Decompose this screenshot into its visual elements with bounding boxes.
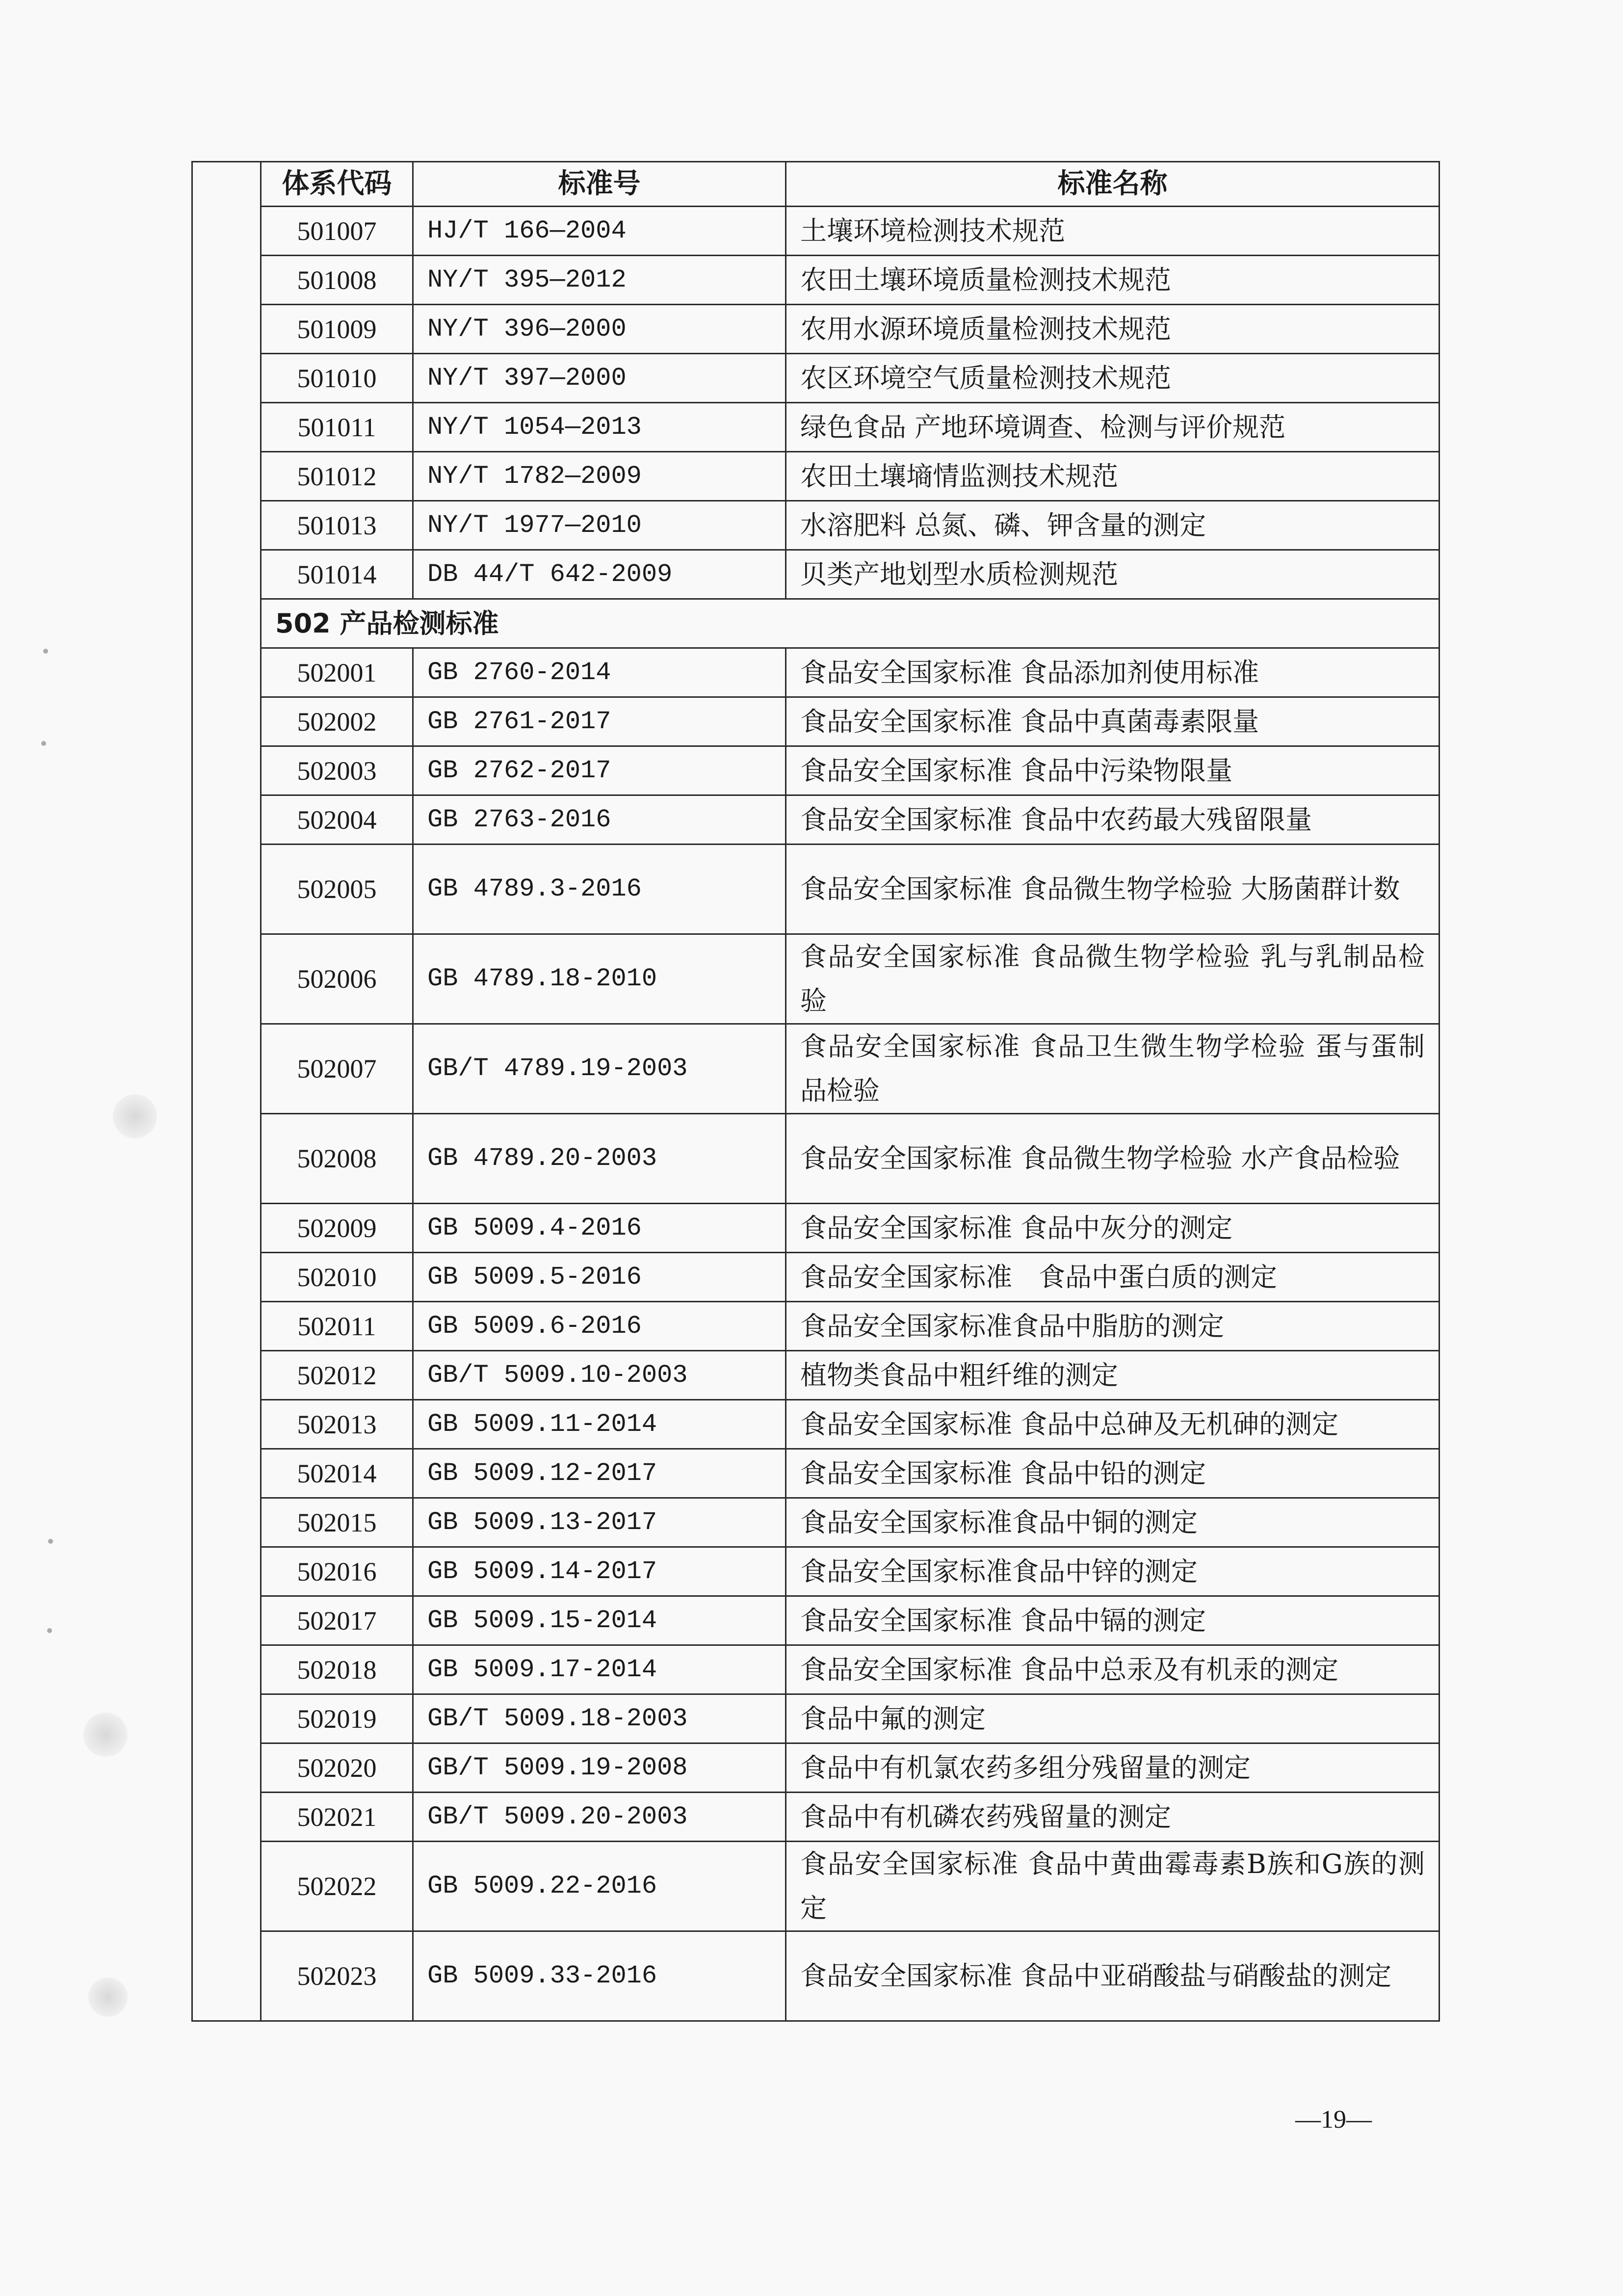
standard-number-cell: NY/T 1782—2009 — [413, 452, 786, 501]
table-row — [192, 550, 1440, 599]
scan-speck — [48, 1539, 53, 1544]
standard-number-cell: HJ/T 166—2004 — [413, 207, 786, 256]
standard-name-cell: 食品安全国家标准 食品微生物学检验 乳与乳制品检验 — [786, 934, 1440, 1024]
system-code-cell: 501010 — [261, 354, 413, 403]
system-code-cell: 502014 — [261, 1449, 413, 1498]
table-spine-column — [192, 162, 261, 2021]
standard-name-cell: 食品安全国家标准食品中脂肪的测定 — [786, 1302, 1440, 1351]
table-row — [192, 1400, 1440, 1449]
standard-name-cell: 食品安全国家标准 食品中亚硝酸盐与硝酸盐的测定 — [786, 1931, 1440, 2021]
standard-name-cell: 食品安全国家标准 食品中黄曲霉毒素B族和G族的测定 — [786, 1842, 1440, 1931]
standard-name-cell: 农用水源环境质量检测技术规范 — [786, 305, 1440, 354]
standard-number-cell: GB 2760-2014 — [413, 648, 786, 697]
scan-smudge — [83, 1713, 128, 1757]
section-row — [192, 599, 1440, 648]
system-code-cell: 502023 — [261, 1931, 413, 2021]
system-code-cell: 501011 — [261, 403, 413, 452]
standard-number-cell: GB 5009.4-2016 — [413, 1204, 786, 1253]
standard-name-cell: 食品安全国家标准 食品中铅的测定 — [786, 1449, 1440, 1498]
standard-name-cell: 食品中有机氯农药多组分残留量的测定 — [786, 1743, 1440, 1793]
system-code-cell: 502005 — [261, 845, 413, 934]
scan-speck — [41, 741, 46, 746]
scan-smudge — [113, 1094, 157, 1138]
standard-name-cell: 食品安全国家标准 食品添加剂使用标准 — [786, 648, 1440, 697]
standard-name-cell: 土壤环境检测技术规范 — [786, 207, 1440, 256]
standard-name-cell: 农区环境空气质量检测技术规范 — [786, 354, 1440, 403]
table-row — [192, 1498, 1440, 1547]
table-row — [192, 354, 1440, 403]
system-code-cell: 502001 — [261, 648, 413, 697]
system-code-cell: 501013 — [261, 501, 413, 550]
standard-number-cell: GB 5009.13-2017 — [413, 1498, 786, 1547]
system-code-cell: 502007 — [261, 1024, 413, 1114]
standard-name-cell: 食品安全国家标准 食品微生物学检验 大肠菌群计数 — [786, 845, 1440, 934]
table-row — [192, 452, 1440, 501]
table-row — [192, 1596, 1440, 1645]
table-row — [192, 1302, 1440, 1351]
standard-name-cell: 食品安全国家标准 食品中灰分的测定 — [786, 1204, 1440, 1253]
table-row — [192, 1204, 1440, 1253]
table-row — [192, 697, 1440, 746]
standards-table — [191, 161, 1440, 2022]
standard-name-cell: 贝类产地划型水质检测规范 — [786, 550, 1440, 599]
table-row — [192, 934, 1440, 1024]
standard-name-cell: 食品中氟的测定 — [786, 1694, 1440, 1743]
system-code-cell: 501014 — [261, 550, 413, 599]
standard-number-cell: NY/T 396—2000 — [413, 305, 786, 354]
system-code-cell: 502016 — [261, 1547, 413, 1596]
standard-name-cell: 农田土壤环境质量检测技术规范 — [786, 256, 1440, 305]
system-code-cell: 502009 — [261, 1204, 413, 1253]
standard-name-cell: 食品安全国家标准 食品中镉的测定 — [786, 1596, 1440, 1645]
standard-number-cell: GB/T 5009.20-2003 — [413, 1793, 786, 1842]
standard-name-cell: 食品安全国家标准 食品微生物学检验 水产食品检验 — [786, 1114, 1440, 1204]
standard-number-cell: GB 2763-2016 — [413, 795, 786, 845]
standard-number-cell: NY/T 397—2000 — [413, 354, 786, 403]
header-row — [192, 162, 1440, 207]
standard-number-cell: GB/T 5009.19-2008 — [413, 1743, 786, 1793]
standard-name-cell: 食品中有机磷农药残留量的测定 — [786, 1793, 1440, 1842]
table-row — [192, 256, 1440, 305]
standard-name-cell: 食品安全国家标准 食品中农药最大残留限量 — [786, 795, 1440, 845]
table-row — [192, 403, 1440, 452]
system-code-cell: 502015 — [261, 1498, 413, 1547]
system-code-cell: 502010 — [261, 1253, 413, 1302]
system-code-cell: 502002 — [261, 697, 413, 746]
system-code-cell: 502022 — [261, 1842, 413, 1931]
standard-number-cell: NY/T 395—2012 — [413, 256, 786, 305]
standard-number-cell: GB 2761-2017 — [413, 697, 786, 746]
table-row — [192, 501, 1440, 550]
system-code-cell: 501008 — [261, 256, 413, 305]
page-number: —19— — [1295, 2106, 1372, 2134]
system-code-cell: 501009 — [261, 305, 413, 354]
standard-number-cell: GB/T 5009.18-2003 — [413, 1694, 786, 1743]
table-row — [192, 746, 1440, 795]
table-row — [192, 207, 1440, 256]
table-row — [192, 1842, 1440, 1931]
table-row — [192, 1793, 1440, 1842]
standard-number-cell: NY/T 1977—2010 — [413, 501, 786, 550]
standard-number-cell: GB 2762-2017 — [413, 746, 786, 795]
table-row — [192, 1351, 1440, 1400]
standard-number-cell: GB 5009.11-2014 — [413, 1400, 786, 1449]
system-code-cell: 502006 — [261, 934, 413, 1024]
standard-number-cell: GB 4789.20-2003 — [413, 1114, 786, 1204]
table-row — [192, 1114, 1440, 1204]
header-standard-number: 标准号 — [413, 162, 786, 207]
system-code-cell: 502012 — [261, 1351, 413, 1400]
standard-number-cell: GB 5009.6-2016 — [413, 1302, 786, 1351]
standard-name-cell: 食品安全国家标准 食品中总砷及无机砷的测定 — [786, 1400, 1440, 1449]
standard-number-cell: GB 5009.15-2014 — [413, 1596, 786, 1645]
standard-name-cell: 食品安全国家标准食品中锌的测定 — [786, 1547, 1440, 1596]
standard-number-cell: DB 44/T 642-2009 — [413, 550, 786, 599]
table-row — [192, 1253, 1440, 1302]
system-code-cell: 502004 — [261, 795, 413, 845]
standard-name-cell: 食品安全国家标准 食品卫生微生物学检验 蛋与蛋制品检验 — [786, 1024, 1440, 1114]
system-code-cell: 502018 — [261, 1645, 413, 1694]
standard-name-cell: 食品安全国家标准食品中铜的测定 — [786, 1498, 1440, 1547]
standard-number-cell: GB/T 5009.10-2003 — [413, 1351, 786, 1400]
standard-number-cell: GB 5009.5-2016 — [413, 1253, 786, 1302]
system-code-cell: 502020 — [261, 1743, 413, 1793]
system-code-cell: 501012 — [261, 452, 413, 501]
standard-name-cell: 植物类食品中粗纤维的测定 — [786, 1351, 1440, 1400]
system-code-cell: 502013 — [261, 1400, 413, 1449]
standard-number-cell: GB/T 4789.19-2003 — [413, 1024, 786, 1114]
system-code-cell: 501007 — [261, 207, 413, 256]
standard-name-cell: 绿色食品 产地环境调查、检测与评价规范 — [786, 403, 1440, 452]
standard-name-cell: 农田土壤墒情监测技术规范 — [786, 452, 1440, 501]
table-row — [192, 845, 1440, 934]
standard-number-cell: GB 5009.12-2017 — [413, 1449, 786, 1498]
table-row — [192, 648, 1440, 697]
table-row — [192, 1931, 1440, 2021]
standard-name-cell: 水溶肥料 总氮、磷、钾含量的测定 — [786, 501, 1440, 550]
system-code-cell: 502021 — [261, 1793, 413, 1842]
table-row — [192, 1694, 1440, 1743]
table-row — [192, 1645, 1440, 1694]
standard-name-cell: 食品安全国家标准 食品中污染物限量 — [786, 746, 1440, 795]
standard-number-cell: GB 5009.33-2016 — [413, 1931, 786, 2021]
header-system-code: 体系代码 — [261, 162, 413, 207]
scan-speck — [43, 649, 48, 654]
standard-number-cell: GB 5009.17-2014 — [413, 1645, 786, 1694]
standard-number-cell: GB 5009.14-2017 — [413, 1547, 786, 1596]
scan-smudge — [88, 1978, 128, 2017]
system-code-cell: 502011 — [261, 1302, 413, 1351]
standard-name-cell: 食品安全国家标准 食品中真菌毒素限量 — [786, 697, 1440, 746]
system-code-cell: 502003 — [261, 746, 413, 795]
standard-number-cell: GB 4789.18-2010 — [413, 934, 786, 1024]
standard-number-cell: GB 4789.3-2016 — [413, 845, 786, 934]
table-row — [192, 1547, 1440, 1596]
table-row — [192, 1024, 1440, 1114]
scan-speck — [47, 1628, 52, 1633]
table-row — [192, 305, 1440, 354]
standard-number-cell: GB 5009.22-2016 — [413, 1842, 786, 1931]
section-heading: 502 产品检测标准 — [261, 599, 1440, 648]
table-row — [192, 1743, 1440, 1793]
standard-number-cell: NY/T 1054—2013 — [413, 403, 786, 452]
system-code-cell: 502008 — [261, 1114, 413, 1204]
standard-name-cell: 食品安全国家标准 食品中总汞及有机汞的测定 — [786, 1645, 1440, 1694]
header-standard-name: 标准名称 — [786, 162, 1440, 207]
system-code-cell: 502019 — [261, 1694, 413, 1743]
table-row — [192, 1449, 1440, 1498]
standard-name-cell: 食品安全国家标准 食品中蛋白质的测定 — [786, 1253, 1440, 1302]
table-row — [192, 795, 1440, 845]
system-code-cell: 502017 — [261, 1596, 413, 1645]
